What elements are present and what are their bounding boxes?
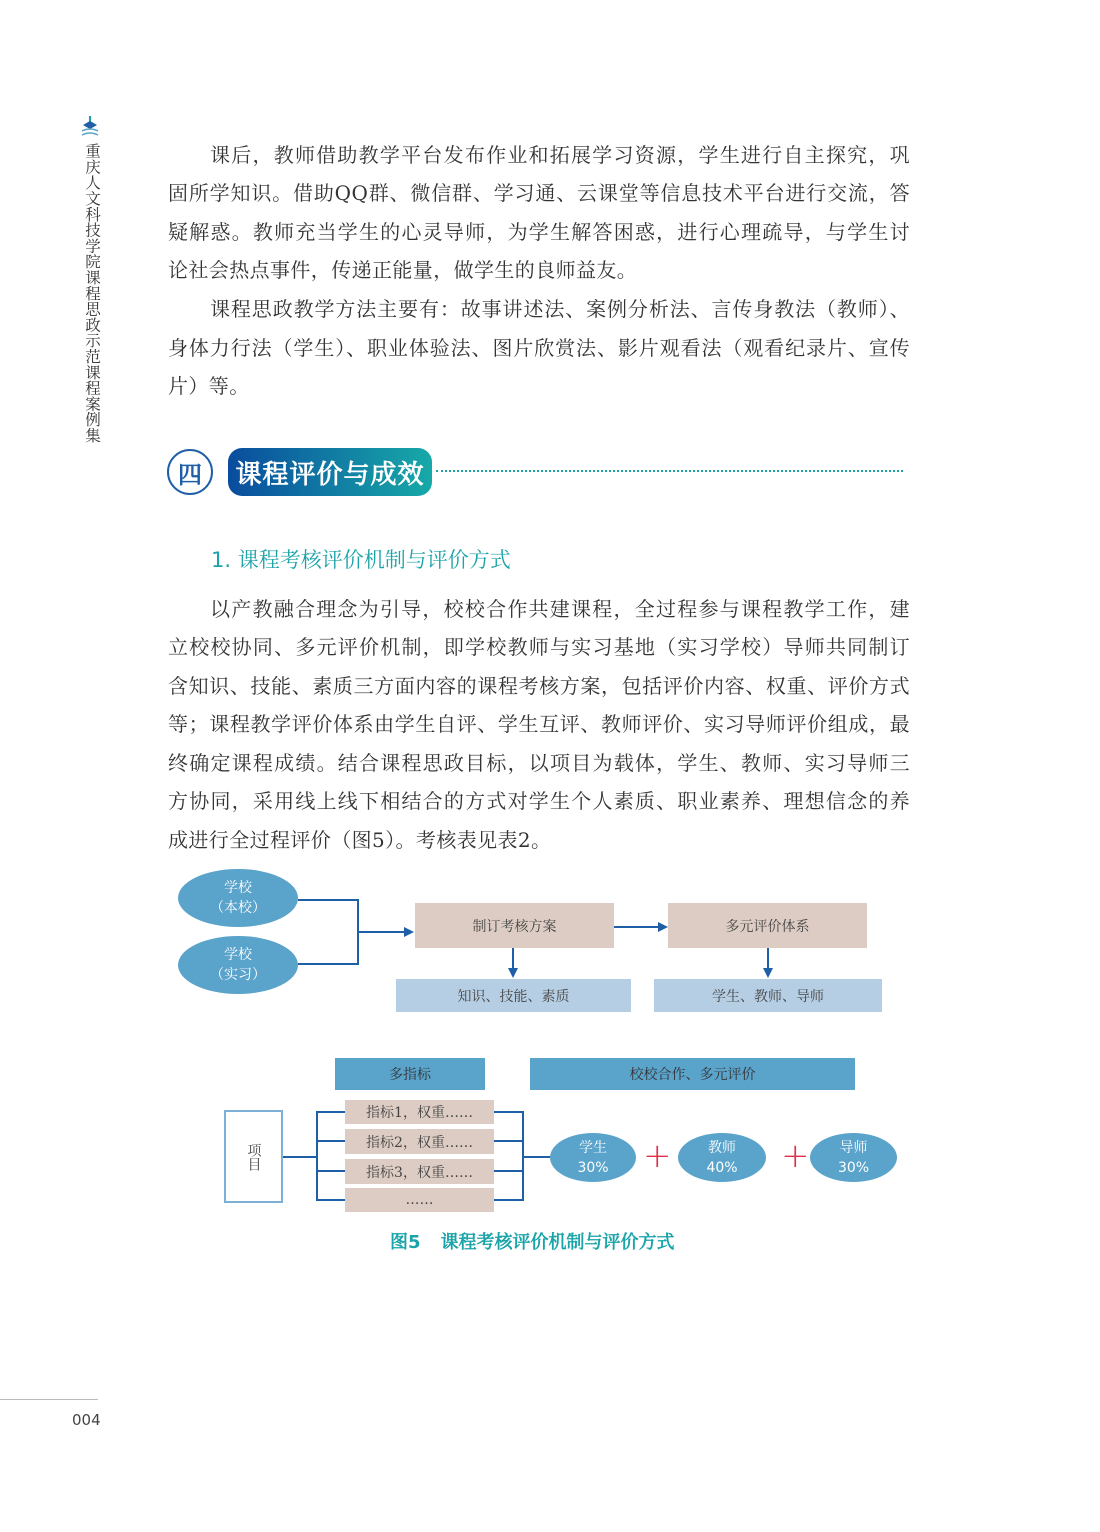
connector <box>494 1140 524 1142</box>
cooperation-header: 校校合作、多元评价 <box>530 1058 855 1090</box>
section-title: 课程评价与成效 <box>228 448 432 496</box>
page-number: 004 <box>72 1411 101 1429</box>
paragraph-line: 固所学知识。借助QQ群、微信群、学习通、云课堂等信息技术平台进行交流，答 <box>168 181 910 205</box>
index-node: 指标3，权重…… <box>345 1159 494 1184</box>
connector <box>316 1199 346 1201</box>
connector <box>767 948 769 970</box>
arrow-down-icon <box>508 968 518 978</box>
footer-rule <box>0 1399 98 1400</box>
node-value: 40% <box>706 1159 738 1176</box>
system-node: 多元评价体系 <box>668 903 867 948</box>
node-label: 学校 <box>224 947 252 963</box>
node-label: 教师 <box>708 1139 736 1156</box>
weight-mentor-node <box>810 1133 897 1182</box>
paragraph-line: 立校校协同、多元评价机制，即学校教师与实习基地（实习学校）导师共同制订 <box>168 635 910 659</box>
paragraph-line: 课后，教师借助教学平台发布作业和拓展学习资源，学生进行自主探究，巩 <box>210 143 910 167</box>
paragraph-line: 课程思政教学方法主要有：故事讲述法、案例分析法、言传身教法（教师）、 <box>210 297 910 321</box>
arrow-down-icon <box>763 968 773 978</box>
connector <box>357 931 405 933</box>
paragraph-line: 以产教融合理念为引导，校校合作共建课程，全过程参与课程教学工作，建 <box>210 597 910 621</box>
node-label: （实习） <box>210 967 266 983</box>
node-label: 学校 <box>224 880 252 896</box>
connector <box>316 1140 346 1142</box>
evaluators-node: 学生、教师、导师 <box>654 979 882 1012</box>
plan-node: 制订考核方案 <box>415 903 614 948</box>
subheading: 1. 课程考核评价机制与评价方式 <box>211 548 511 572</box>
index-node: 指标2，权重…… <box>345 1129 494 1154</box>
plus-icon: + <box>643 1136 672 1176</box>
multi-index-header: 多指标 <box>335 1058 485 1090</box>
project-node: 项目 <box>224 1110 283 1203</box>
node-label: 导师 <box>839 1139 868 1156</box>
connector <box>316 1111 318 1201</box>
paragraph-line: 疑解惑。教师充当学生的心灵导师，为学生解答困惑，进行心理疏导，与学生讨 <box>168 220 910 244</box>
connector <box>316 1111 346 1113</box>
index-node: 指标1，权重…… <box>345 1100 494 1124</box>
paragraph-line: 含知识、技能、素质三方面内容的课程考核方案，包括评价内容、权重、评价方式 <box>168 674 910 698</box>
connector <box>523 1156 551 1158</box>
section-divider <box>436 470 903 472</box>
paragraph-line: 方协同，采用线上线下相结合的方式对学生个人素质、职业素养、理想信念的养 <box>168 789 910 813</box>
paragraph-line: 成进行全过程评价（图5）。考核表见表2。 <box>168 828 552 852</box>
school-main-node <box>178 869 298 927</box>
connector <box>614 926 660 928</box>
figure-caption <box>390 1228 675 1254</box>
weight-student-node <box>550 1133 636 1182</box>
node-value: 30% <box>577 1159 609 1176</box>
connector <box>494 1199 524 1201</box>
caption-text: 课程考核评价机制与评价方式 <box>440 1232 675 1253</box>
section-number-badge: 四 <box>167 449 213 495</box>
logo-icon <box>80 116 100 138</box>
connector <box>494 1111 524 1113</box>
weight-teacher-node <box>678 1133 766 1182</box>
connector <box>316 1170 346 1172</box>
plus-icon: + <box>781 1136 810 1176</box>
arrow-right-icon <box>658 922 668 932</box>
index-node: …… <box>345 1188 494 1212</box>
paragraph-line: 论社会热点事件，传递正能量，做学生的良师益友。 <box>168 258 638 282</box>
paragraph-line: 终确定课程成绩。结合课程思政目标，以项目为载体，学生、教师、实习导师三 <box>168 751 910 775</box>
arrow-right-icon <box>404 927 414 937</box>
content-node: 知识、技能、素质 <box>396 979 631 1012</box>
connector <box>512 948 514 970</box>
paragraph-line: 片）等。 <box>168 374 250 398</box>
connector <box>494 1170 524 1172</box>
node-label: 学生 <box>579 1139 607 1156</box>
node-value: 30% <box>837 1159 870 1176</box>
connector <box>298 963 359 965</box>
node-label: （本校） <box>210 900 266 916</box>
paragraph-line: 身体力行法（学生）、职业体验法、图片欣赏法、影片观看法（观看纪录片、宣传 <box>168 336 910 360</box>
connector <box>283 1156 318 1158</box>
caption-label: 图5 <box>390 1232 421 1253</box>
connector <box>298 899 359 901</box>
paragraph-line: 等；课程教学评价体系由学生自评、学生互评、教师评价、实习导师评价组成，最 <box>168 712 910 736</box>
school-intern-node <box>178 936 298 994</box>
side-book-title: 重庆人文科技学院课程思政示范课程案例集 <box>83 143 101 444</box>
